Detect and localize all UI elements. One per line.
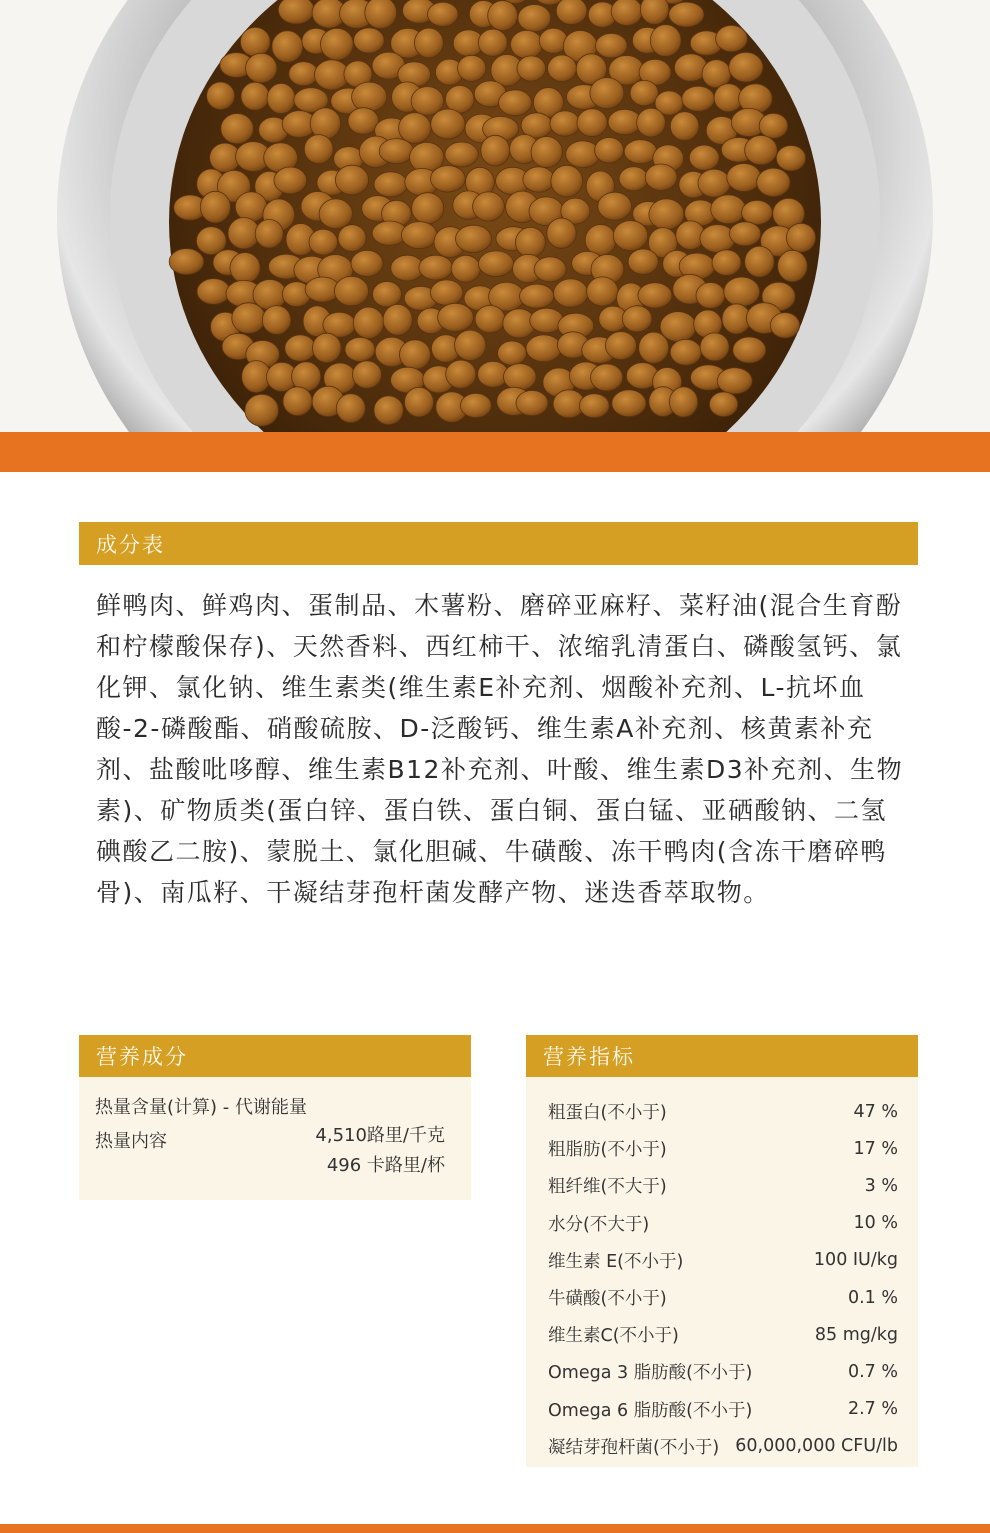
indicator-value: 0.1 % (847, 1287, 898, 1308)
kibble-piece (246, 53, 277, 82)
kibble-piece (712, 250, 741, 276)
indicator-row (548, 1130, 898, 1167)
indicator-row (548, 1353, 898, 1390)
kibble-piece (221, 114, 254, 144)
kibble-piece (235, 192, 267, 222)
indicator-row (548, 1391, 898, 1428)
kibble-piece (475, 305, 505, 332)
nutrition-title: 热量含量(计算) - 代谢能量 (95, 1097, 307, 1118)
kibble-piece (628, 249, 658, 274)
kibble-piece (517, 56, 546, 81)
indicator-row (548, 1279, 898, 1316)
kibble-piece (645, 164, 677, 190)
kibble-piece (510, 30, 542, 58)
kibble-piece (639, 332, 669, 363)
kibble-piece (478, 29, 507, 56)
kibble-piece (414, 28, 443, 58)
kibble-piece (431, 109, 465, 139)
kibble-piece (596, 33, 628, 58)
kibble-piece (353, 361, 382, 388)
kibble-piece (379, 139, 413, 164)
kibble-piece (778, 250, 808, 281)
indicator-value: 2.7 % (847, 1399, 898, 1420)
kibble-piece (374, 396, 403, 425)
kibble-piece (336, 394, 365, 423)
orange-divider-band (0, 432, 990, 472)
kibble-piece (650, 25, 681, 57)
indicator-value: 3 % (864, 1175, 898, 1196)
kibble-piece (733, 337, 766, 363)
bottom-orange-band (0, 1524, 990, 1533)
indicator-value: 85 mg/kg (814, 1324, 898, 1345)
kibble-piece (504, 364, 537, 391)
kibble-piece (334, 276, 368, 305)
kibble-piece (534, 257, 566, 282)
food-bowl-illustration (0, 0, 990, 432)
indicator-value: 60,000,000 CFU/lb (735, 1436, 898, 1457)
calorie-value-per-kg: 4,510路里/千克 (315, 1125, 445, 1146)
indicator-name: 水分(不大于) (548, 1214, 650, 1235)
kibble-piece (304, 135, 333, 164)
kibble-piece (419, 255, 453, 280)
kibble-piece (579, 394, 609, 418)
kibble-piece (473, 192, 505, 221)
indicator-name: Omega 3 脂肪酸(不小于) (548, 1363, 753, 1384)
kibble-piece (518, 5, 551, 32)
kibble-piece (515, 227, 545, 257)
kibble-piece (757, 168, 790, 196)
kibble-piece (335, 165, 368, 195)
kibble-piece (197, 279, 230, 305)
kibble-piece (696, 283, 725, 309)
calorie-values (315, 1121, 445, 1181)
kibble-piece (272, 31, 303, 63)
indicator-value: 100 IU/kg (813, 1250, 898, 1271)
kibble-piece (274, 167, 307, 194)
kibble-piece (445, 142, 478, 167)
kibble-piece (619, 167, 648, 191)
kibble-piece (200, 191, 230, 223)
kibble-piece (689, 145, 719, 170)
indicator-name: 维生素 E(不小于) (548, 1251, 684, 1272)
kibble-piece (207, 82, 235, 110)
indicators-panel (526, 1077, 918, 1467)
kibble-piece (554, 279, 588, 307)
kibble-piece (611, 0, 642, 26)
kibble-piece (285, 335, 316, 361)
indicator-value: 17 % (853, 1138, 898, 1159)
kibble-piece (405, 387, 434, 417)
kibble-piece (759, 113, 788, 138)
indicators-header: 营养指标 (526, 1035, 918, 1077)
kibble-piece (590, 78, 624, 109)
kibble-piece (498, 341, 527, 365)
kibble-piece (481, 135, 510, 166)
kibble-piece (255, 219, 283, 248)
kibble-piece (613, 221, 647, 251)
kibble-piece (682, 86, 715, 111)
kibble-piece (637, 108, 666, 137)
ingredients-header: 成分表 (79, 522, 918, 565)
calorie-label: 热量内容 (95, 1131, 167, 1152)
kibble-piece (438, 303, 474, 331)
kibble-piece (669, 2, 704, 27)
kibble-piece (446, 360, 476, 388)
ingredients-text: 鲜鸭肉、鲜鸡肉、蛋制品、木薯粉、磨碎亚麻籽、菜籽油(混合生育酚和柠檬酸保存)、天然香料、西红柿干、浓缩乳清蛋白、磷酸氢钙、氯化钾、氯化钠、维生素类(维生素E补充剂、烟酸补充剂、L-抗坏血酸-2-磷酸酯、硝酸硫胺、D-泛酸钙、维生素A补充剂、核黄素补充剂、盐酸吡哆醇、维生素B12补充剂、叶酸、维生素D3补充剂、生物素)、矿物质类(蛋白锌、蛋白铁、蛋白铜、蛋白锰、亚硒酸钠、二氢碘酸乙二胺)、蒙脱土、氯化胆碱、牛磺酸、冻干鸭肉(含冻干磨碎鸭骨)、南瓜籽、干凝结芽孢杆菌发酵产物、迷迭香萃取物。 (96, 591, 904, 907)
indicator-name: 粗脂肪(不小于) (548, 1140, 667, 1161)
kibble-piece (729, 222, 760, 246)
kibble-piece (531, 137, 562, 168)
indicator-row (548, 1316, 898, 1353)
kibble-piece (770, 313, 799, 338)
kibble-piece (365, 0, 397, 29)
kibble-piece (727, 164, 761, 192)
kibble-piece (499, 90, 532, 116)
kibble-piece (717, 368, 752, 394)
kibble-piece (451, 255, 480, 282)
kibble-piece (776, 146, 805, 171)
indicator-value: 10 % (853, 1213, 898, 1234)
kibble-piece (338, 225, 366, 252)
kibble-piece (670, 339, 701, 365)
kibble-piece (455, 330, 486, 360)
kibble-piece (595, 138, 624, 163)
kibble-piece (232, 303, 266, 334)
indicator-row (548, 1428, 898, 1465)
kibble-piece (724, 277, 760, 306)
kibble-piece (745, 246, 774, 277)
kibble-piece (591, 364, 623, 391)
kibble-piece (460, 393, 491, 417)
kibble-piece (352, 82, 387, 112)
kibble-piece (670, 112, 699, 141)
kibble-piece (351, 250, 383, 276)
kibble-piece (399, 113, 431, 144)
kibble-piece (516, 391, 548, 416)
kibble-piece (638, 283, 672, 308)
hero-image (0, 0, 990, 432)
kibble-piece (240, 27, 270, 56)
kibble-piece (373, 282, 402, 307)
kibble-piece (479, 251, 514, 277)
kibble-piece (585, 225, 616, 256)
kibble-piece (711, 195, 746, 224)
kibble-piece (321, 28, 354, 60)
kibble-piece (526, 335, 561, 362)
calorie-value-per-cup: 496 卡路里/杯 (326, 1155, 445, 1176)
kibble-piece (401, 222, 437, 249)
kibble-piece (624, 140, 657, 164)
nutrition-panel (79, 1077, 471, 1200)
indicator-name: Omega 6 脂肪酸(不小于) (548, 1400, 753, 1421)
kibble-piece (605, 332, 636, 360)
indicator-name: 粗蛋白(不小于) (548, 1103, 667, 1124)
indicator-value: 0.7 % (847, 1361, 898, 1382)
nutrition-row (95, 1127, 445, 1181)
kibble-piece (660, 312, 696, 342)
kibble-piece (700, 333, 729, 361)
kibble-piece (742, 200, 773, 224)
kibble-piece (412, 193, 444, 224)
indicator-name: 凝结芽孢杆菌(不小于) (548, 1437, 720, 1458)
kibble-piece (289, 62, 318, 86)
indicator-row (548, 1167, 898, 1204)
kibble-piece (700, 225, 735, 253)
kibble-piece (354, 28, 385, 53)
indicator-row (548, 1205, 898, 1242)
kibble-piece (283, 387, 312, 416)
kibble-piece (669, 387, 697, 417)
indicator-name: 粗纤维(不大于) (548, 1177, 667, 1198)
kibble-piece (348, 108, 379, 135)
kibble-piece (374, 172, 408, 197)
kibble-piece (523, 167, 555, 192)
kibble-piece (786, 223, 815, 252)
kibble-piece (612, 390, 646, 417)
kibble-piece (458, 55, 486, 81)
kibble-piece (729, 52, 763, 82)
kibble-piece (630, 80, 658, 105)
nutrition-header: 营养成分 (79, 1035, 471, 1077)
kibble-piece (745, 136, 778, 165)
indicator-row (548, 1093, 898, 1130)
kibble-piece (587, 277, 619, 306)
kibble-piece (310, 108, 340, 139)
kibble-piece (577, 109, 607, 137)
kibble-piece (698, 169, 730, 197)
kibble-piece (428, 2, 459, 26)
kibble-piece (456, 225, 492, 252)
indicator-value: 47 % (853, 1101, 898, 1122)
kibble-piece (400, 340, 431, 370)
kibble-piece (520, 284, 554, 308)
kibble-piece (230, 253, 260, 283)
kibble-piece (430, 280, 463, 306)
kibble-piece (345, 337, 375, 361)
indicator-row (548, 1242, 898, 1279)
kibble-piece (598, 192, 632, 220)
kibble-piece (547, 218, 576, 248)
kibble-piece (241, 82, 269, 110)
kibble-piece (353, 307, 384, 338)
kibble-piece (649, 199, 684, 230)
kibble-piece (431, 166, 466, 192)
kibble-piece (548, 55, 577, 82)
kibble-piece (309, 229, 338, 255)
kibble-piece (716, 25, 748, 51)
kibble-piece (488, 1, 518, 31)
kibble-piece (709, 392, 737, 417)
kibble-piece (566, 141, 600, 168)
kibble-piece (262, 306, 291, 335)
kibble-piece (278, 0, 314, 24)
kibble-piece (169, 249, 204, 275)
kibble-piece (622, 306, 652, 332)
kibble-piece (556, 0, 587, 25)
kibble-piece (550, 111, 580, 136)
indicator-name: 维生素C(不小于) (548, 1326, 679, 1347)
indicator-name: 牛磺酸(不小于) (548, 1289, 667, 1310)
kibble-piece (245, 394, 279, 426)
kibble-piece (313, 333, 342, 362)
kibble-piece (319, 199, 352, 229)
kibble-piece (383, 304, 412, 335)
kibble-piece (267, 83, 295, 113)
kibble-piece (551, 165, 583, 197)
